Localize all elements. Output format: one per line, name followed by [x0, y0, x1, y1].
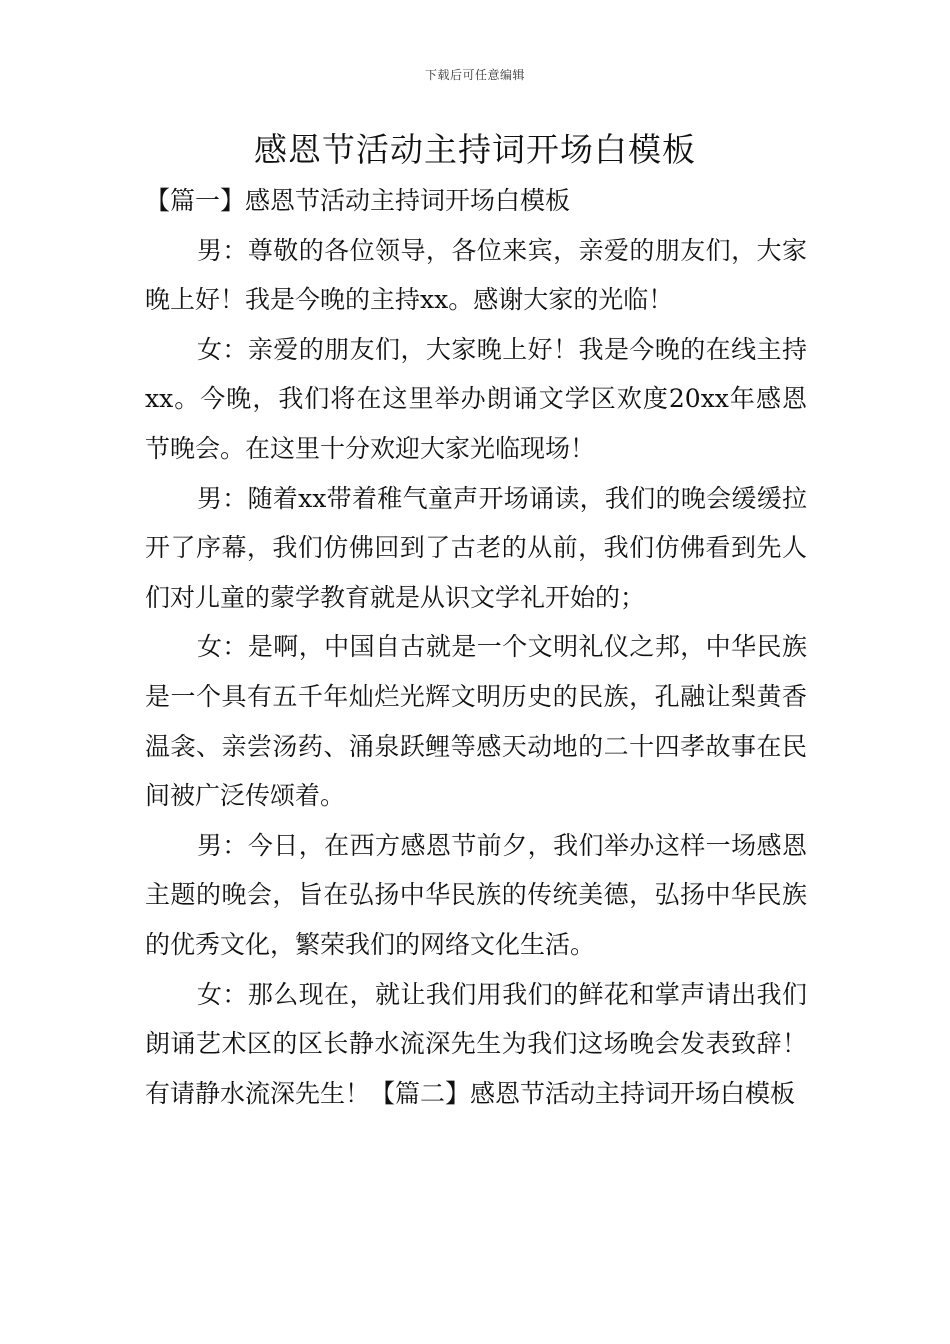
paragraph-2: 女：亲爱的朋友们，大家晚上好！我是今晚的在线主持xx。今晚，我们将在这里举办朗诵文学区欢度20xx年感恩节晚会。在这里十分欢迎大家光临现场！	[145, 334, 807, 463]
paragraph-6: 女：那么现在，就让我们用我们的鲜花和掌声请出我们朗诵艺术区的区长静水流深先生为我们这场晚会发表致辞！有请静水流深先生！【篇二】感恩节活动主持词开场白模板	[145, 979, 807, 1108]
document-title: 感恩节活动主持词开场白模板	[254, 130, 696, 169]
paragraph-3: 男：随着xx带着稚气童声开场诵读，我们的晚会缓缓拉开了序幕，我们仿佛回到了古老的从前，我们仿佛看到先人们对儿童的蒙学教育就是从识文学礼开始的；	[145, 483, 807, 612]
paragraph-4: 女：是啊，中国自古就是一个文明礼仪之邦，中华民族是一个具有五千年灿烂光辉文明历史的民族，孔融让梨黄香温衾、亲尝汤药、涌泉跃鲤等感天动地的二十四孝故事在民间被广泛传颂着。	[145, 632, 807, 811]
section-heading: 【篇一】感恩节活动主持词开场白模板	[145, 186, 571, 215]
header-note: 下载后可任意编辑	[424, 68, 525, 82]
document-body	[145, 176, 807, 1118]
paragraph-5: 男：今日，在西方感恩节前夕，我们举办这样一场感恩主题的晚会，旨在弘扬中华民族的传统美德，弘扬中华民族的优秀文化，繁荣我们的网络文化生活。	[145, 830, 807, 959]
paragraph-1: 男：尊敬的各位领导，各位来宾，亲爱的朋友们，大家晚上好！我是今晚的主持xx。感谢大家的光临！	[145, 235, 807, 315]
